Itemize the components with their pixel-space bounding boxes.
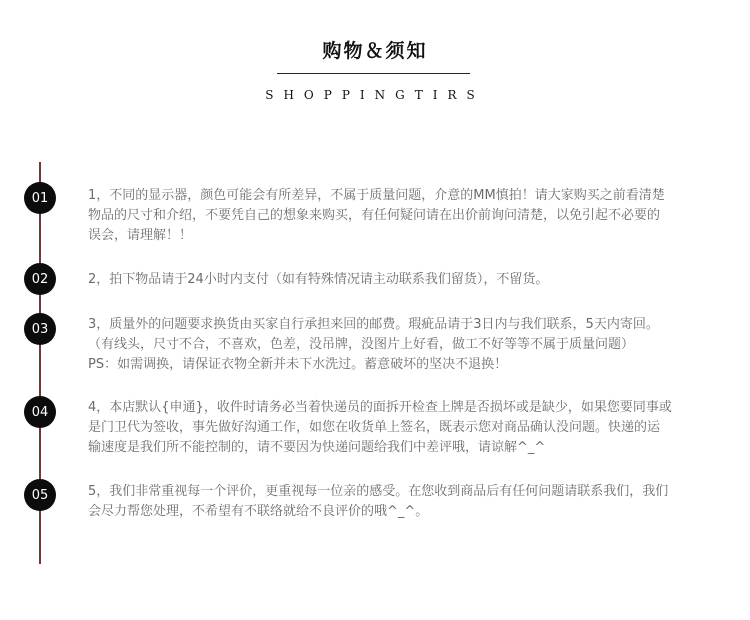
text-line: 物品的尺寸和介绍，不要凭自己的想象来购买，有任何疑问请在出价前询问清楚，以免引起不必要的 xyxy=(88,208,661,223)
page-subtitle: SHOPPINGTIRS xyxy=(265,88,485,102)
page-title: 购物＆须知 xyxy=(322,40,428,62)
text-line: 2，拍下物品请于24小时内支付（如有特殊情况请主动联系我们留货），不留货。 xyxy=(88,272,549,287)
notice-text xyxy=(88,186,713,246)
text-line: 1，不同的显示器，颜色可能会有所差异，不属于质量问题，介意的MM慎拍！请大家购买之前看清楚 xyxy=(88,188,665,203)
text-line: PS：如需调换，请保证衣物全新并未下水洗过。蓄意破坏的坚决不退换！ xyxy=(88,357,508,372)
number-badge: 03 xyxy=(24,313,56,345)
number-badge: 02 xyxy=(24,263,56,295)
title-underline xyxy=(277,73,470,74)
text-line: 输速度是我们所不能控制的，请不要因为快递问题给我们中差评哦，请谅解^_^ xyxy=(88,440,546,455)
text-line: 3，质量外的问题要求换货由买家自行承担来回的邮费。瑕疵品请于3日内与我们联系，5天内寄回。 xyxy=(88,317,659,332)
text-line: 4，本店默认{申通}，收件时请务必当着快递员的面拆开检查上牌是否损坏或是缺少，如果您要同事或 xyxy=(88,400,672,415)
text-line: 是门卫代为签收，事先做好沟通工作，如您在收货单上签名，既表示您对商品确认没问题。快递的运 xyxy=(88,420,661,435)
text-line: 会尽力帮您处理，不希望有不联络就给不良评价的哦^_^。 xyxy=(88,504,429,519)
number-badge: 04 xyxy=(24,396,56,428)
notice-text xyxy=(88,315,713,375)
number-badge: 05 xyxy=(24,479,56,511)
text-line: 5，我们非常重视每一个评价，更重视每一位亲的感受。在您收到商品后有任何问题请联系我们，我们 xyxy=(88,484,669,499)
notice-text xyxy=(88,482,713,522)
number-badge: 01 xyxy=(24,182,56,214)
text-line: （有线头，尺寸不合，不喜欢，色差，没吊牌，没图片上好看，做工不好等等不属于质量问题） xyxy=(88,337,635,352)
notice-text xyxy=(88,398,713,458)
notice-text xyxy=(88,270,713,290)
text-line: 误会，请理解！！ xyxy=(88,228,193,243)
